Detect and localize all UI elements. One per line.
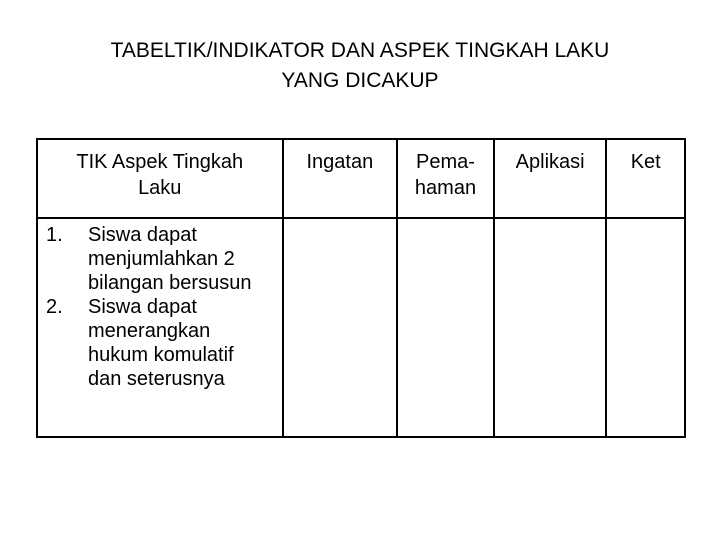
header-pemahaman-line-2: haman: [414, 177, 477, 199]
title-line-1: TABELTIK/INDIKATOR DAN ASPEK TINGKAH LAKU: [110, 39, 610, 62]
table-row: [37, 218, 685, 437]
cell-ket: [606, 218, 685, 437]
header-ket-label: Ket: [630, 151, 661, 173]
document-title: [0, 36, 720, 96]
item-text-line: menjumlahkan 2: [88, 248, 235, 270]
tik-list: [38, 219, 282, 391]
list-item: [46, 295, 274, 391]
item-text-line: hukum komulatif: [88, 344, 234, 366]
header-ingatan-label: Ingatan: [306, 151, 374, 173]
header-aplikasi-label: Aplikasi: [515, 151, 585, 173]
cell-pemahaman: [397, 218, 494, 437]
header-tik-line-1: TIK Aspek Tingkah: [76, 151, 244, 173]
item-text-line: bilangan bersusun: [88, 272, 252, 294]
header-tik-line-2: Laku: [138, 177, 182, 199]
aspect-table: [36, 138, 686, 438]
item-text-line: Siswa dapat: [88, 224, 197, 246]
table-header-row: [37, 139, 685, 218]
cell-ingatan: [283, 218, 398, 437]
header-pemahaman: [397, 139, 494, 218]
item-text-line: menerangkan: [88, 320, 211, 342]
item-text: [88, 223, 274, 295]
item-text-line: Siswa dapat: [88, 296, 197, 318]
header-aplikasi: [494, 139, 607, 218]
item-number: 2.: [46, 296, 63, 318]
item-text-line: dan seterusnya: [88, 368, 225, 390]
item-number: 1.: [46, 224, 63, 246]
title-line-2: YANG DICAKUP: [281, 69, 439, 92]
header-ingatan: [283, 139, 398, 218]
header-tik: [37, 139, 283, 218]
header-ket: [606, 139, 685, 218]
cell-aplikasi: [494, 218, 607, 437]
item-text: [88, 295, 274, 391]
list-item: [46, 223, 274, 295]
header-pemahaman-line-1: Pema-: [416, 151, 475, 173]
cell-tik-items: [37, 218, 283, 437]
